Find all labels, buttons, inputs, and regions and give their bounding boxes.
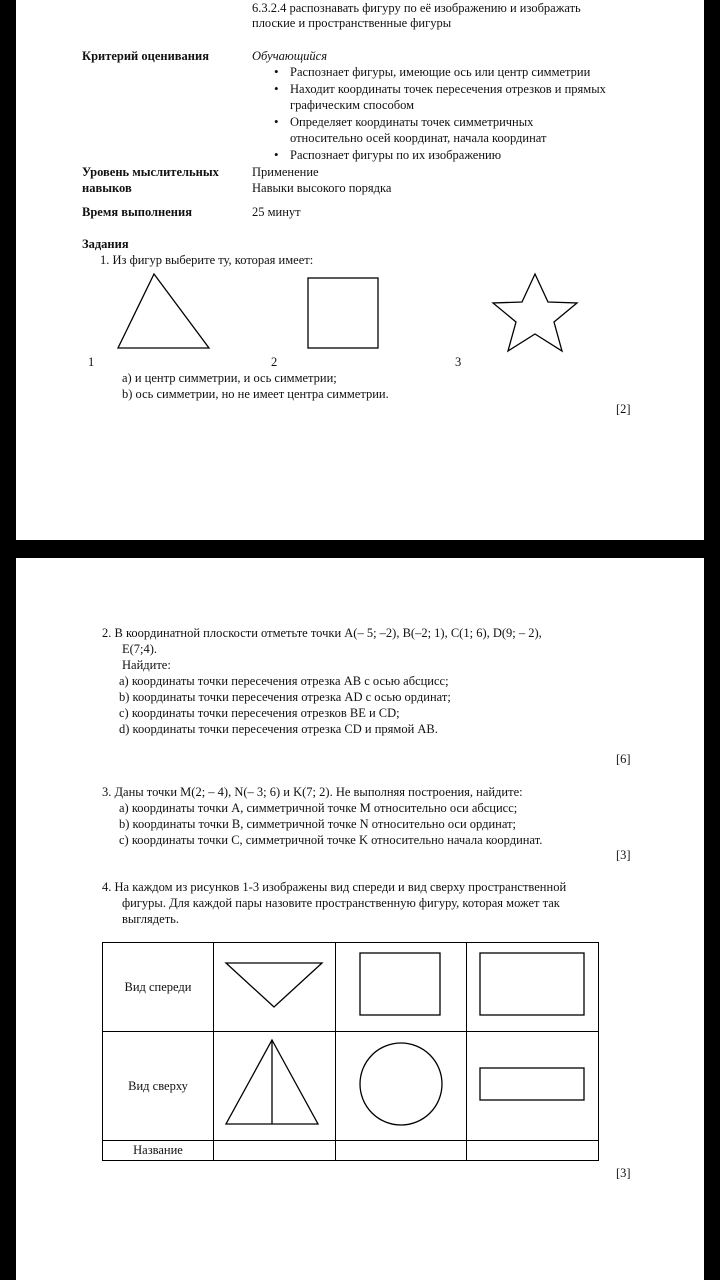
triangle-with-median-figure bbox=[214, 1032, 335, 1136]
worksheet-page-2 bbox=[16, 558, 704, 1280]
tasks-heading: Задания bbox=[82, 237, 129, 251]
task4-line-1: 4. На каждом из рисунков 1-3 изображены вид спереди и вид сверху пространственной bbox=[102, 880, 567, 894]
task2-find: Найдите: bbox=[122, 658, 171, 672]
table-row bbox=[103, 943, 599, 1032]
square-figure bbox=[336, 943, 466, 1027]
figure-number: 2 bbox=[271, 355, 278, 369]
level-value-1: Применение bbox=[252, 165, 319, 179]
top-view-cell bbox=[336, 1032, 467, 1141]
front-view-cell bbox=[336, 943, 467, 1032]
task3-item: a) координаты точки A, симметричной точке M относительно оси абсцисс; bbox=[119, 801, 518, 815]
criteria-item: • Находит координаты точек пересечения отрезков и прямых графическим способом bbox=[252, 81, 610, 114]
task3-item: b) координаты точки B, симметричной точке N относительно оси ординат; bbox=[119, 817, 517, 831]
task3-item: c) координаты точки C, симметричной точке K относительно начала координат. bbox=[119, 833, 543, 847]
top-view-cell bbox=[467, 1032, 599, 1141]
time-value: 25 минут bbox=[252, 205, 301, 219]
task2-line-2: E(7;4). bbox=[122, 642, 158, 656]
figure-number: 3 bbox=[455, 355, 462, 369]
views-table bbox=[102, 942, 599, 1161]
task2-item: c) координаты точки пересечения отрезков BE и CD; bbox=[119, 706, 400, 720]
star-figure bbox=[493, 274, 577, 351]
rectangle-figure bbox=[467, 943, 598, 1027]
front-view-cell bbox=[467, 943, 599, 1032]
objective-line-2: плоские и пространственные фигуры bbox=[252, 16, 452, 30]
task4-line-2: фигуры. Для каждой пары назовите пространственную фигуру, которая может так bbox=[122, 896, 560, 910]
criteria-item: • Распознает фигуры, имеющие ось или центр симметрии bbox=[252, 64, 652, 81]
table-row bbox=[103, 1141, 599, 1161]
objective-line-1: 6.3.2.4 распознавать фигуру по её изображению и изображать bbox=[252, 1, 581, 15]
criteria-intro: Обучающийся bbox=[252, 49, 328, 63]
task2-item: b) координаты точки пересечения отрезка AD с осью ординат; bbox=[119, 690, 451, 704]
triangle-figure bbox=[118, 274, 209, 348]
circle-figure bbox=[336, 1032, 466, 1136]
task3-line-1: 3. Даны точки M(2; – 4), N(– 3; 6) и K(7; 2). Не выполняя построения, найдите: bbox=[102, 785, 523, 799]
task3-score: [3] bbox=[616, 848, 631, 862]
front-view-cell bbox=[214, 943, 336, 1032]
row-label-top: Вид сверху bbox=[103, 1032, 214, 1141]
level-label-1: Уровень мыслительных bbox=[82, 165, 219, 179]
table-row bbox=[103, 1032, 599, 1141]
task4-line-3: выглядеть. bbox=[122, 912, 179, 926]
square-figure bbox=[308, 278, 378, 348]
level-label-2: навыков bbox=[82, 181, 132, 195]
name-cell bbox=[214, 1141, 336, 1161]
task1-option-b: b) ось симметрии, но не имеет центра симметрии. bbox=[122, 387, 389, 401]
criteria-item: • Распознает фигуры по их изображению bbox=[252, 147, 652, 164]
criteria-item: • Определяет координаты точек симметричных относительно осей координат, начала координат bbox=[252, 114, 590, 147]
time-label: Время выполнения bbox=[82, 205, 192, 219]
task1-figures bbox=[16, 268, 704, 358]
level-value-2: Навыки высокого порядка bbox=[252, 181, 392, 195]
row-label-name: Название bbox=[103, 1141, 214, 1161]
task2-line-1: 2. В координатной плоскости отметьте точки A(– 5; –2), B(–2; 1), C(1; 6), D(9; – 2), bbox=[102, 626, 542, 640]
task1-prompt: 1. Из фигур выберите ту, которая имеет: bbox=[100, 253, 314, 267]
row-label-front: Вид спереди bbox=[103, 943, 214, 1032]
criteria-list bbox=[252, 64, 652, 163]
task2-item: a) координаты точки пересечения отрезка AB с осью абсцисс; bbox=[119, 674, 449, 688]
task2-item: d) координаты точки пересечения отрезка CD и прямой AB. bbox=[119, 722, 438, 736]
name-cell bbox=[467, 1141, 599, 1161]
task4-score: [3] bbox=[616, 1166, 631, 1180]
worksheet-page-1 bbox=[16, 0, 704, 540]
top-view-cell bbox=[214, 1032, 336, 1141]
flat-rectangle-figure bbox=[467, 1032, 598, 1136]
figure-number: 1 bbox=[88, 355, 95, 369]
task1-score: [2] bbox=[616, 402, 631, 416]
criteria-label: Критерий оценивания bbox=[82, 49, 209, 63]
task2-score: [6] bbox=[616, 752, 631, 766]
inverted-triangle-figure bbox=[214, 943, 335, 1027]
task1-option-a: a) и центр симметрии, и ось симметрии; bbox=[122, 371, 337, 385]
name-cell bbox=[336, 1141, 467, 1161]
